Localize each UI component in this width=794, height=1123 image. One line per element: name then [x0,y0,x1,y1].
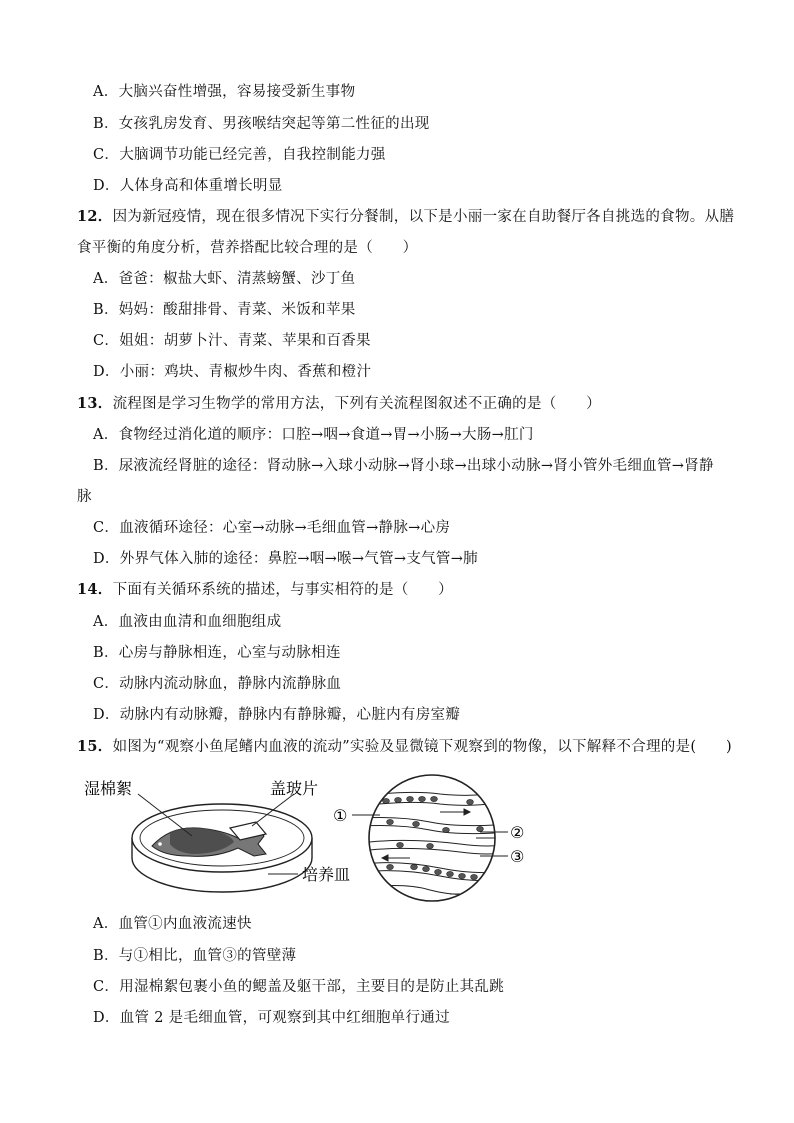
microscope-view [352,775,510,901]
q12-stem-line1 [77,207,734,227]
q13-stem-text: 流程图是学习生物学的常用方法，下列有关流程图叙述不正确的是（ ） [112,396,601,412]
q15-stem [77,737,732,757]
q14-stem [77,580,453,600]
q15-option-d: D．血管 2 是毛细血管，可观察到其中红细胞单行通过 [93,1010,450,1026]
q12-stem-text: 因为新冠疫情，现在很多情况下实行分餐制，以下是小丽一家在自助餐厅各自挑选的食物。从膳 [112,209,735,225]
q15-number: 15． [77,738,113,755]
q14-option-b: B．心房与静脉相连，心室与动脉相连 [93,645,341,661]
label-petri-dish: 培养皿 [302,865,351,884]
q11-option-d: D．人体身高和体重增长明显 [93,178,283,194]
q15-option-b: B．与①相比，血管③的管壁薄 [93,948,297,964]
marker-vessel-1: ① [333,806,348,825]
q12-option-d: D．小丽：鸡块、青椒炒牛肉、香蕉和橙汁 [93,364,372,380]
q12-option-a: A．爸爸：椒盐大虾、清蒸螃蟹、沙丁鱼 [93,271,356,287]
q12-option-b: B．妈妈：酸甜排骨、青菜、米饭和苹果 [93,302,356,318]
q15-option-a: A．血管①内血液流速快 [93,916,252,932]
q15-stem-text: 如图为“观察小鱼尾鳍内血液的流动”实验及显微镜下观察到的物像，以下解释不合理的是( ) [112,739,732,755]
marker-vessel-3: ③ [510,847,525,866]
q13-option-d: D．外界气体入肺的途径：鼻腔→咽→喉→气管→支气管→肺 [93,551,478,567]
q14-option-a: A．血液由血清和血细胞组成 [93,614,282,630]
marker-vessel-2: ② [510,823,525,842]
label-wet-cotton: 湿棉絮 [84,779,133,798]
q13-stem [77,394,601,414]
q13-option-b: B．尿液流经肾脏的途径：肾动脉→入球小动脉→肾小球→出球小动脉→肾小管外毛细血管→肾静 [93,458,714,474]
q12-option-c: C．姐姐：胡萝卜汁、青菜、苹果和百香果 [93,333,371,349]
q12-stem-line2: 食平衡的角度分析，营养搭配比较合理的是（ ） [77,240,418,256]
q13-option-b-wrap: 脉 [77,489,92,505]
q14-number: 14． [77,581,113,598]
q12-number: 12． [77,208,113,225]
q15-option-c: C．用湿棉絮包裹小鱼的鳃盖及躯干部，主要目的是防止其乱跳 [93,979,504,995]
q14-option-c: C．动脉内流动脉血，静脉内流静脉血 [93,676,342,692]
q11-option-c: C．大脑调节功能已经完善，自我控制能力强 [93,147,386,163]
q14-option-d: D．动脉内有动脉瓣，静脉内有静脉瓣，心脏内有房室瓣 [93,707,461,723]
q13-option-c: C．血液循环途径：心室→动脉→毛细血管→静脉→心房 [93,520,451,536]
label-cover-slip: 盖玻片 [270,779,319,798]
q15-figure-svg [80,772,540,904]
q13-number: 13． [77,395,113,412]
q14-stem-text: 下面有关循环系统的描述，与事实相符的是（ ） [112,582,453,598]
q15-figure [80,772,540,904]
q11-option-a: A．大脑兴奋性增强，容易接受新生事物 [93,84,356,100]
q11-option-b: B．女孩乳房发育、男孩喉结突起等第二性征的出现 [93,116,430,132]
q13-option-a: A．食物经过消化道的顺序：口腔→咽→食道→胃→小肠→大肠→肛门 [93,427,534,443]
